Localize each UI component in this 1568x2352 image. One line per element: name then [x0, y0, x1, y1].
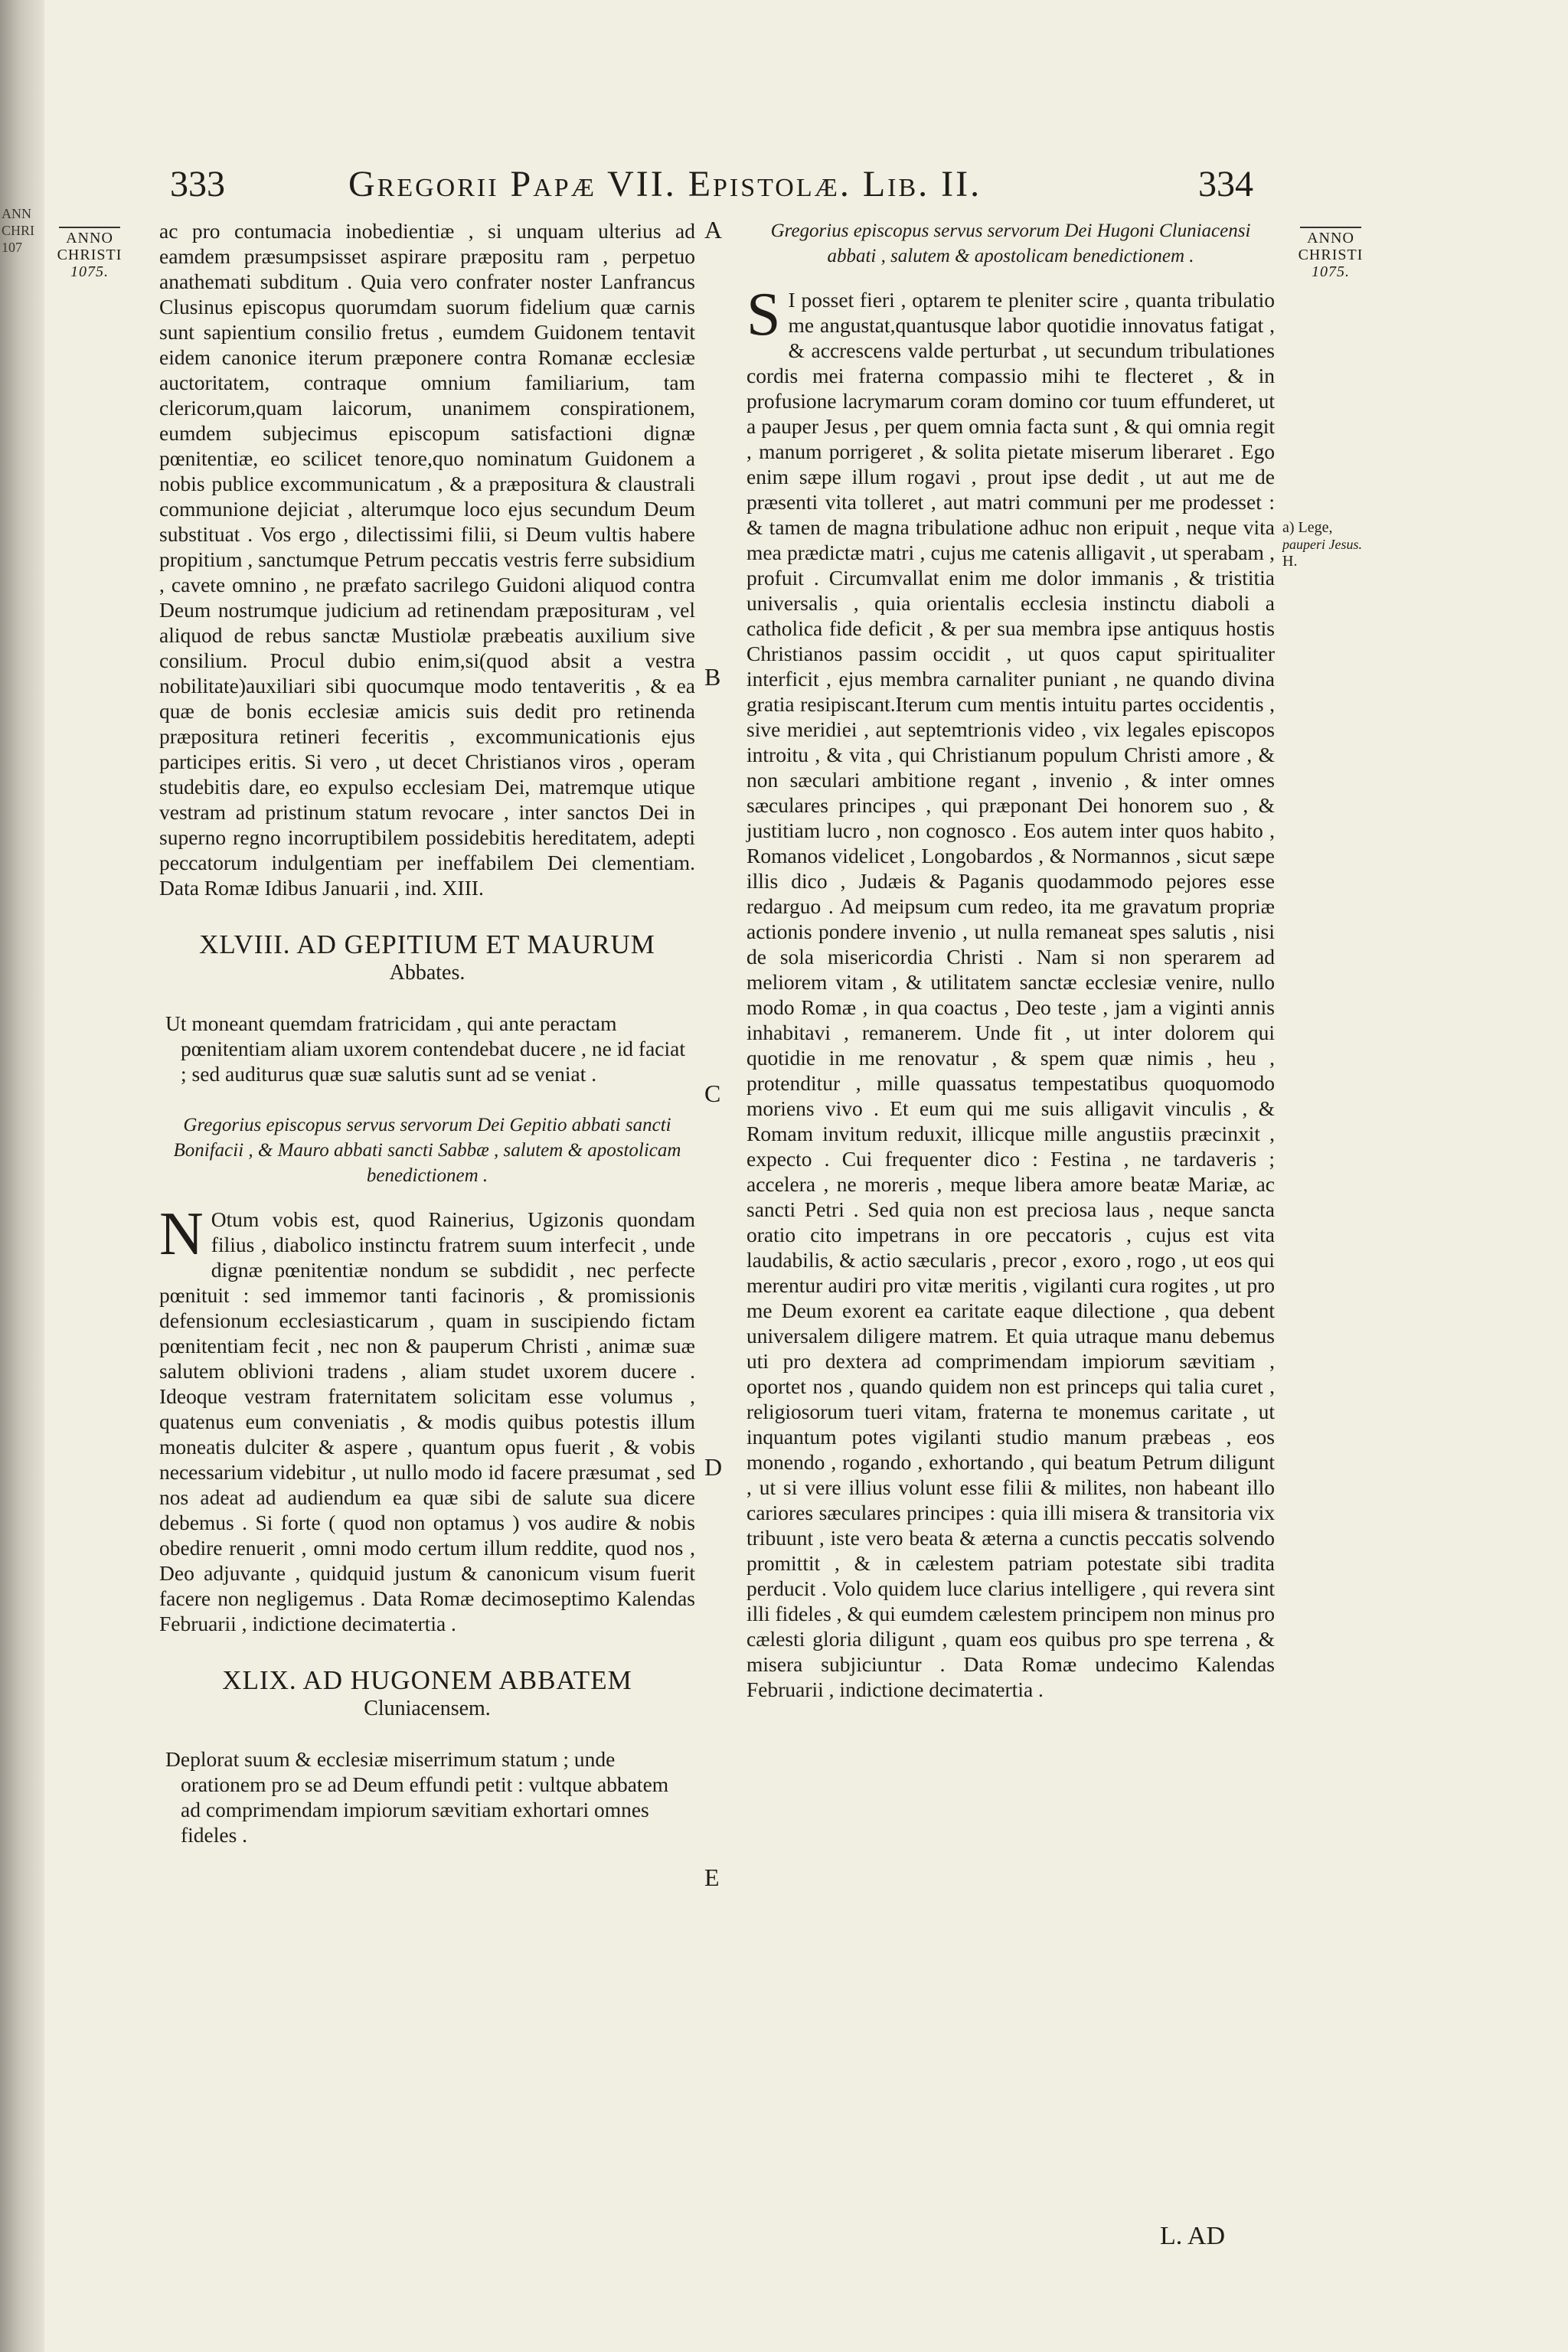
letter-48-summary: Ut moneant quemdam fratricidam , qui ante peractam pœnitentiam aliam uxorem contendebat ducere , ne id faciat ; sed auditurus quæ suæ salutis sunt ad se veniat . — [165, 1011, 685, 1086]
section-letter-b: B — [704, 663, 721, 691]
note-text: pauperi Jesus. — [1282, 537, 1362, 552]
letter-49-salutation: Gregorius episcopus servus servorum Dei Hugoni Cluniacensi abbati , salutem & apostolicam benedictionem . — [770, 220, 1251, 266]
letter-49-subheading: Cluniacensem. — [364, 1697, 491, 1720]
margin-christi: CHRISTI — [57, 247, 122, 263]
letter-48-heading: XLVIII. AD GEPITIUM ET MAURUM — [199, 929, 655, 959]
letter-49-summary: Deplorat suum & ecclesiæ miserrimum statum ; unde orationem pro se ad Deum effundi petit : vultque abbatem ad comprimendam impiorum sævitiam exhortari omnes fideles . — [165, 1747, 669, 1847]
margin-anno: ANNO — [1307, 230, 1354, 247]
letter-49-body: I posset fieri , optarem te pleniter scire , quanta tribulatio me angustat,quantusque labor quotidie innovatus fatigat , & accrescens valde perturbat , ut secundum tribulationes cordis mei fraterna compassio mihi te flecteret , & in profusione lacrymarum coram domino cor tuum effunderet, ut a pauper Jesus , per quem omnia facta sunt , & qui omnia regit , manum porrigeret , & solita pietate miserum liberaret . Ego enim sæpe illum rogavi , prout ipse dedit , ut aut me de præsenti vita tolleret , aut matri communi per me prodesset : & tamen de magna tribulatione adhuc non eripuit , neque vita mea prædictæ matri , cujus me catenis alligavit , ut sperabam , profuit . Circumvallat enim me dolor immanis , & tristitia universalis , quia orientalis ecclesia instinctu diaboli a catholica fide deficit , & per sua membra ipse antiquus hostis Christianos passim occidit , ut quos caput spiritualiter interficit , ejus membra carnaliter puniant , ne quando divina gratia resipiscant.Iterum cum mentis intuitu partes occidentis , sive meridiei , aut septemtrionis video , vix legales episcopos introitu , & vita , qui Christianum populum Christi amore , & non sæculari ambitione regant , invenio , & inter omnes sæculares principes , qui præponant Dei honorem suo , & justitiam lucro , non cognosco . Eos autem inter quos habito , Romanos videlicet , Longobardos , & Normannos , sicut sæpe illis dico , Judæis & Paganis quodammodo pejores esse redarguo . Ad meipsum cum redeo, ita me gravatum propriæ actionis pondere invenio , ut nulla remaneat spes salutis , nisi de sola misericordia Christi . Nam si non sperarem ad meliorem vitam , & utilitatem sanctæ ecclesiæ venire, nullo modo Romæ , in qua coactus , Deo teste , jam a viginti annis inhabitavi , remanerem. Unde fit , ut inter dolorem qui quotidie in me renovatur , & spem quæ nimis , heu , protenditur , mille quassatus tempestatibus quoquomodo moriens vivo . Et eum qui me suis alligavit vinculis , & Romam invitum reduxit, illicque mille angustiis præcinxit , expecto . Cui frequenter dico : Festina , ne tardaveris ; accelera , ne moreris , meque libera amore beatæ Mariæ, ac sancti Petri . Sed quia non est preciosa laus , neque sancta oratio cito impetrans in ore peccatoris , cujus est vita laudabilis, & actio sæcularis , precor , exoro , rogo , ut eos qui merentur audiri pro vitæ meritis , vigilanti cura rogites , ut pro me Deum exorent ea caritate eaque dilectione , qua debent universalem diligere matrem. Et quia utraque manu debemus uti pro dextera ad comprimendam impiorum sævitiam , oportet nos , quando quidem non est princeps qui talia curet , religiosorum tueri vitam, fraterna te monemus caritate , ut inquantum potes vigilanti studio manum præbeas , eos monendo , rogando , exhortando , qui beatum Petrum diligunt , ut si vere illius volunt esse filii & milites, non habeant illo cariores sæculares principes : quia illi misera & transitoria vix tribuunt , iste vero beata & æterna a cunctis peccatis solvendo promittit , & in cælestem patriam potestate sibi tradita perducit . Volo quidem luce clarius intelligere , qui revera sint illi fideles , & qui eumdem cælestem principem non minus pro cælesti gloria diligunt , quam eos quibus pro spe terrena , & misera subjiciuntur . Data Romæ undecimo Kalendas Februarii , indictione decimatertia . — [746, 288, 1275, 1701]
margin-year-right — [1289, 227, 1373, 280]
page-number-right: 334 — [1198, 164, 1253, 204]
drop-cap: N — [159, 1200, 204, 1268]
running-head — [0, 157, 1568, 211]
letter-48-subheading: Abbates. — [389, 961, 466, 985]
section-letter-e: E — [704, 1864, 720, 1891]
margin-year: 1075. — [1312, 263, 1350, 280]
note-sig: H. — [1282, 553, 1298, 570]
note-ref: a) Lege, — [1282, 519, 1333, 536]
letter-49-heading: XLIX. AD HUGONEM ABBATEM — [222, 1665, 632, 1695]
drop-cap: S — [746, 281, 781, 348]
running-title: Gregorii Papæ VII. Epistolæ. Lib. II. — [348, 164, 982, 204]
section-letter-c: C — [704, 1080, 721, 1107]
previous-page-margin: ANN CHRI 107 — [2, 206, 35, 255]
letter-48-body: Otum vobis est, quod Rainerius, Ugizonis quondam filius , diabolico instinctu fratrem suum interfecit , unde dignæ pœnitentiæ nondum se subdidit , nec perfecte pœnituit : sed immemor tanti facinoris , & promissionis defensionum ecclesiasticarum , quam in suscipiendo fictam pœnitentiam fecit , nec non & pauperum Christi , animæ suæ salutem oblivioni tradens , aliam studet uxorem ducere . Ideoque vestram fraternitatem solicitam esse volumus , quatenus eum conveniatis , & modis quibus potestis illum moneatis dulciter & aspere , quantum opus fuerit , & vobis necessarium videbitur , ut nullo modo id facere præsumat , sed nos adeat ad audiendum ea quæ sibi de salute sua dicere debemus . Si forte ( quod non optamus ) vos audire & nobis obedire renuerit , omni modo certum illum reddite, quod nos , Deo adjuvante , quidquid justum & canonicum visum fuerit facere non negligemus . Data Romæ decimoseptimo Kalendas Februarii , indictione decimatertia . — [159, 1207, 695, 1635]
margin-year: 1075. — [70, 263, 109, 280]
margin-anno: ANNO — [66, 230, 113, 247]
right-column — [746, 218, 1275, 1716]
left-column — [159, 218, 695, 1873]
section-letter-a: A — [704, 216, 723, 243]
margin-christi: CHRISTI — [1298, 247, 1364, 263]
letter-48-salutation: Gregorius episcopus servus servorum Dei Gepitio abbati sancti Bonifacii , & Mauro abbati sancti Sabbæ , salutem & apostolicam benedictionem . — [173, 1115, 681, 1186]
margin-year-left — [47, 227, 132, 280]
book-binding — [0, 0, 44, 2352]
letter-47-body: ac pro contumacia inobedientiæ , si unquam ulterius ad eamdem præsumpsisset aspirare præpositu ram , perpetuo anathemati subditum . Quia vero confrater noster Lanfrancus Clusinus episcopus quorumdam suorum fidelium quæ carnis sunt sapientium consilio fretus , eumdem Guidonem tentavit eidem canonice iterum præponere contra Romanæ ecclesiæ auctoritatem, contraque omnium familiarium, tam clericorum,quam laicorum, unanimem conspirationem, eumdem subjecimus episcopum satisfactioni dignæ pœnitentiæ, eo scilicet tenore,quo nominatum Guidonem a nobis publice excommunicatum , & a præpositura & claustrali communione dejiciat , alterumque loco ejus secundum Deum substituat . Vos ergo , dilectissimi filii, si Deum vultis habere propitium , sanctumque Petrum peccatis vestris ferre subsidium , cavete omnino , ne præfato sacrilego Guidoni aliquod contra Deum nostrumque judicium ad retinendam præpositurам , vel aliquod de rebus sanctæ Mustiolæ præbeatis auxilium sive consilium. Procul dubio enim,si(quod absit a vestra nobilitate)auxiliari sibi quocumque modo tentaveritis , & ea quæ de bonis ecclesiæ amicis suis dedit pro retinenda præpositura retineri feceritis , excommunicationis ejus participes eritis. Si vero , ut decet Christianos viros , operam studebitis dare, eo expulso ecclesiam Dei, matremque utique vestram ad pristinum statum revocare , inter sanctos Dei in superno regno incorruptibilem possidebitis hereditatem, adepti peccatorum indulgentiam per ineffabilem Dei clementiam. Data Romæ Idibus Januarii , ind. XIII. — [159, 219, 695, 900]
marginal-note — [1282, 519, 1362, 570]
page-number-left: 333 — [170, 164, 225, 204]
section-letter-d: D — [704, 1453, 723, 1481]
catchword: L. AD — [1160, 2222, 1225, 2250]
